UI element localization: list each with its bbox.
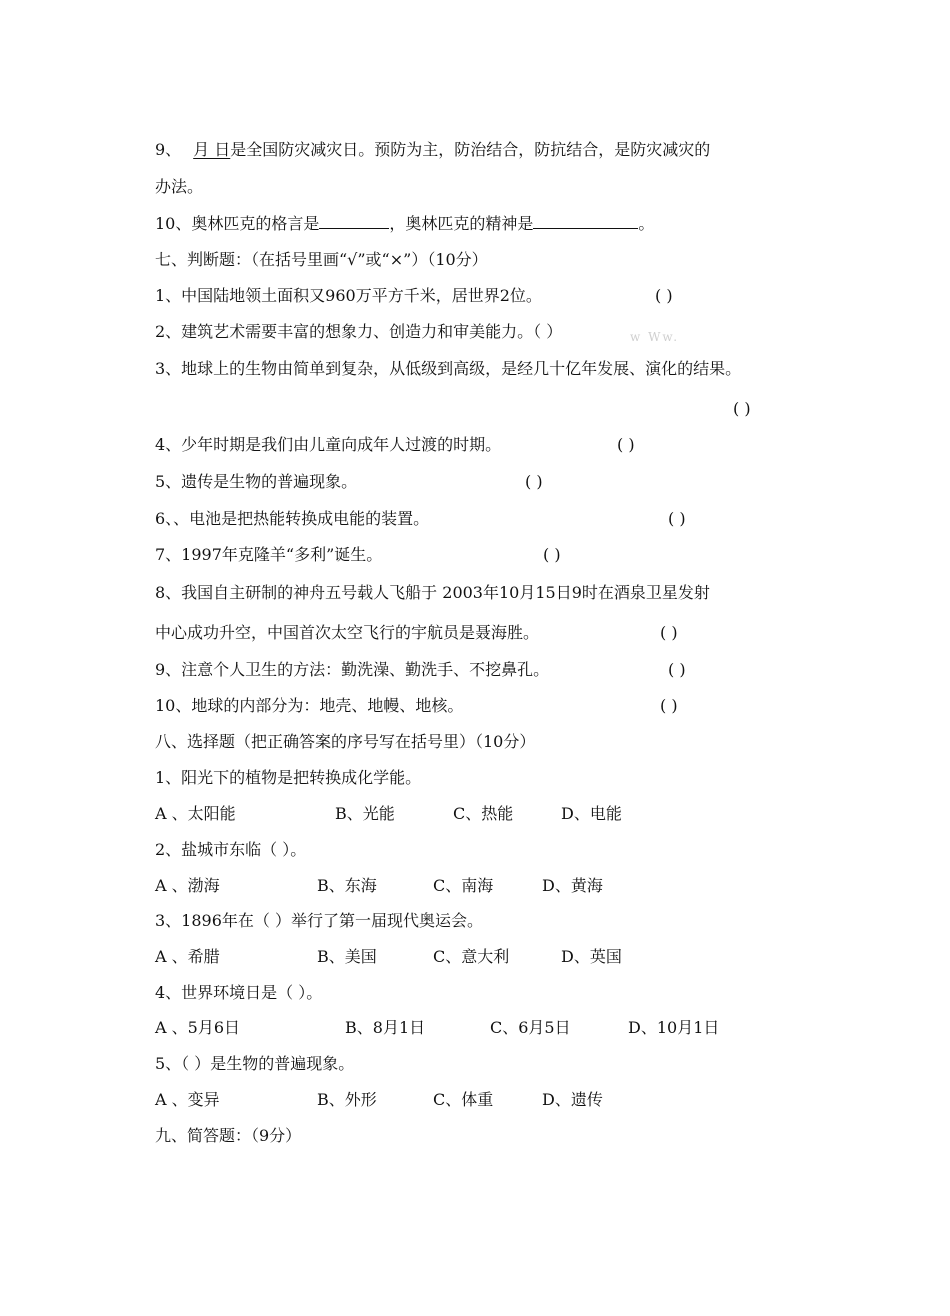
- fill-q10: [155, 212, 654, 235]
- judge-item-4-paren: ( ): [617, 435, 635, 454]
- choice-q5-option-d: D、遗传: [542, 1090, 603, 1109]
- judge-item-8: 8、我国自主研制的神舟五号载人飞船于 2003年10月15日9时在酒泉卫星发射: [155, 583, 710, 602]
- choice-q4-option-c: C、6月5日: [490, 1018, 571, 1037]
- choice-q1-option-d: D、电能: [561, 804, 622, 823]
- fill-q10-text-a: 10、奥林匹克的格言是: [155, 214, 320, 233]
- fill-q9-cont: 办法。: [155, 177, 204, 196]
- judge-item-6-paren: ( ): [668, 509, 686, 528]
- choice-q2-option-a: A 、渤海: [155, 876, 220, 895]
- choice-q2-option-d: D、黄海: [542, 876, 603, 895]
- choice-q5-option-b: B、外形: [317, 1090, 377, 1109]
- fill-q10-blank-2: [533, 212, 638, 229]
- judge-item-1-paren: ( ): [655, 286, 673, 305]
- judge-item-3-paren: ( ): [733, 399, 751, 418]
- fill-q10-text-c: 。: [638, 214, 655, 233]
- fill-q9-number: 9、: [155, 140, 182, 159]
- watermark: w Ww.: [630, 330, 680, 344]
- judge-item-9-paren: ( ): [668, 660, 686, 679]
- fill-q10-text-b: ，奥林匹克的精神是: [389, 214, 534, 233]
- choice-q3-option-c: C、意大利: [433, 947, 510, 966]
- judge-item-9: 9、注意个人卫生的方法：勤洗澡、勤洗手、不挖鼻孔。: [155, 660, 550, 679]
- choice-q4-option-b: B、8月1日: [345, 1018, 426, 1037]
- choice-q4-option-a: A 、5月6日: [155, 1018, 241, 1037]
- judge-item-5: 5、遗传是生物的普遍现象。: [155, 472, 358, 491]
- fill-q9-text: 是全国防灾减灾日。预防为主，防治结合，防抗结合，是防灾减灾的: [230, 140, 711, 159]
- judge-item-3: 3、地球上的生物由简单到复杂，从低级到高级，是经几十亿年发展、演化的结果。: [155, 359, 742, 378]
- judge-item-2: 2、建筑艺术需要丰富的想象力、创造力和审美能力。（ ）: [155, 322, 563, 341]
- judge-item-1: 1、中国陆地领土面积又960万平方千米，居世界2位。: [155, 286, 542, 305]
- judge-item-6: 6、、电池是把热能转换成电能的装置。: [155, 509, 430, 528]
- judge-item-4: 4、少年时期是我们由儿童向成年人过渡的时期。: [155, 435, 502, 454]
- choice-q3: 3、1896年在（ ）举行了第一届现代奥运会。: [155, 911, 483, 930]
- choice-q5-option-a: A 、变异: [155, 1090, 220, 1109]
- judge-item-8-cont: 中心成功升空，中国首次太空飞行的宇航员是聂海胜。: [155, 623, 540, 642]
- choice-q5-option-c: C、体重: [433, 1090, 494, 1109]
- choice-q2: 2、盐城市东临（ ）。: [155, 840, 307, 859]
- choice-q3-option-d: D、英国: [561, 947, 622, 966]
- judge-item-7: 7、1997年克隆羊“多利”诞生。: [155, 545, 383, 564]
- short-answer-heading: 九、简答题：（9分）: [155, 1126, 302, 1145]
- choice-q4-option-d: D、10月1日: [628, 1018, 720, 1037]
- judge-item-7-paren: ( ): [543, 545, 561, 564]
- choice-q1-option-a: A 、太阳能: [155, 804, 236, 823]
- judge-item-10: 10、地球的内部分为：地壳、地幔、地核。: [155, 696, 464, 715]
- choice-q2-option-b: B、东海: [317, 876, 377, 895]
- choice-q3-option-b: B、美国: [317, 947, 377, 966]
- fill-q10-blank-1: [319, 212, 389, 229]
- judge-item-5-paren: ( ): [525, 472, 543, 491]
- fill-q9-blank: 月 日: [193, 140, 231, 159]
- judge-item-10-paren: ( ): [660, 696, 678, 715]
- choice-q2-option-c: C、南海: [433, 876, 494, 895]
- choice-heading: 八、选择题（把正确答案的序号写在括号里）（10分）: [155, 732, 536, 751]
- choice-q1-option-b: B、光能: [335, 804, 395, 823]
- choice-q4: 4、世界环境日是（ ）。: [155, 983, 323, 1002]
- judge-item-8-paren: ( ): [660, 623, 678, 642]
- judge-heading: 七、判断题：（在括号里画“√”或“×”）（10分）: [155, 250, 488, 269]
- choice-q5: 5、（ ）是生物的普遍现象。: [155, 1054, 355, 1073]
- fill-q9: [155, 139, 710, 161]
- choice-q3-option-a: A 、希腊: [155, 947, 220, 966]
- choice-q1-option-c: C、热能: [453, 804, 514, 823]
- choice-q1: 1、阳光下的植物是把转换成化学能。: [155, 768, 422, 787]
